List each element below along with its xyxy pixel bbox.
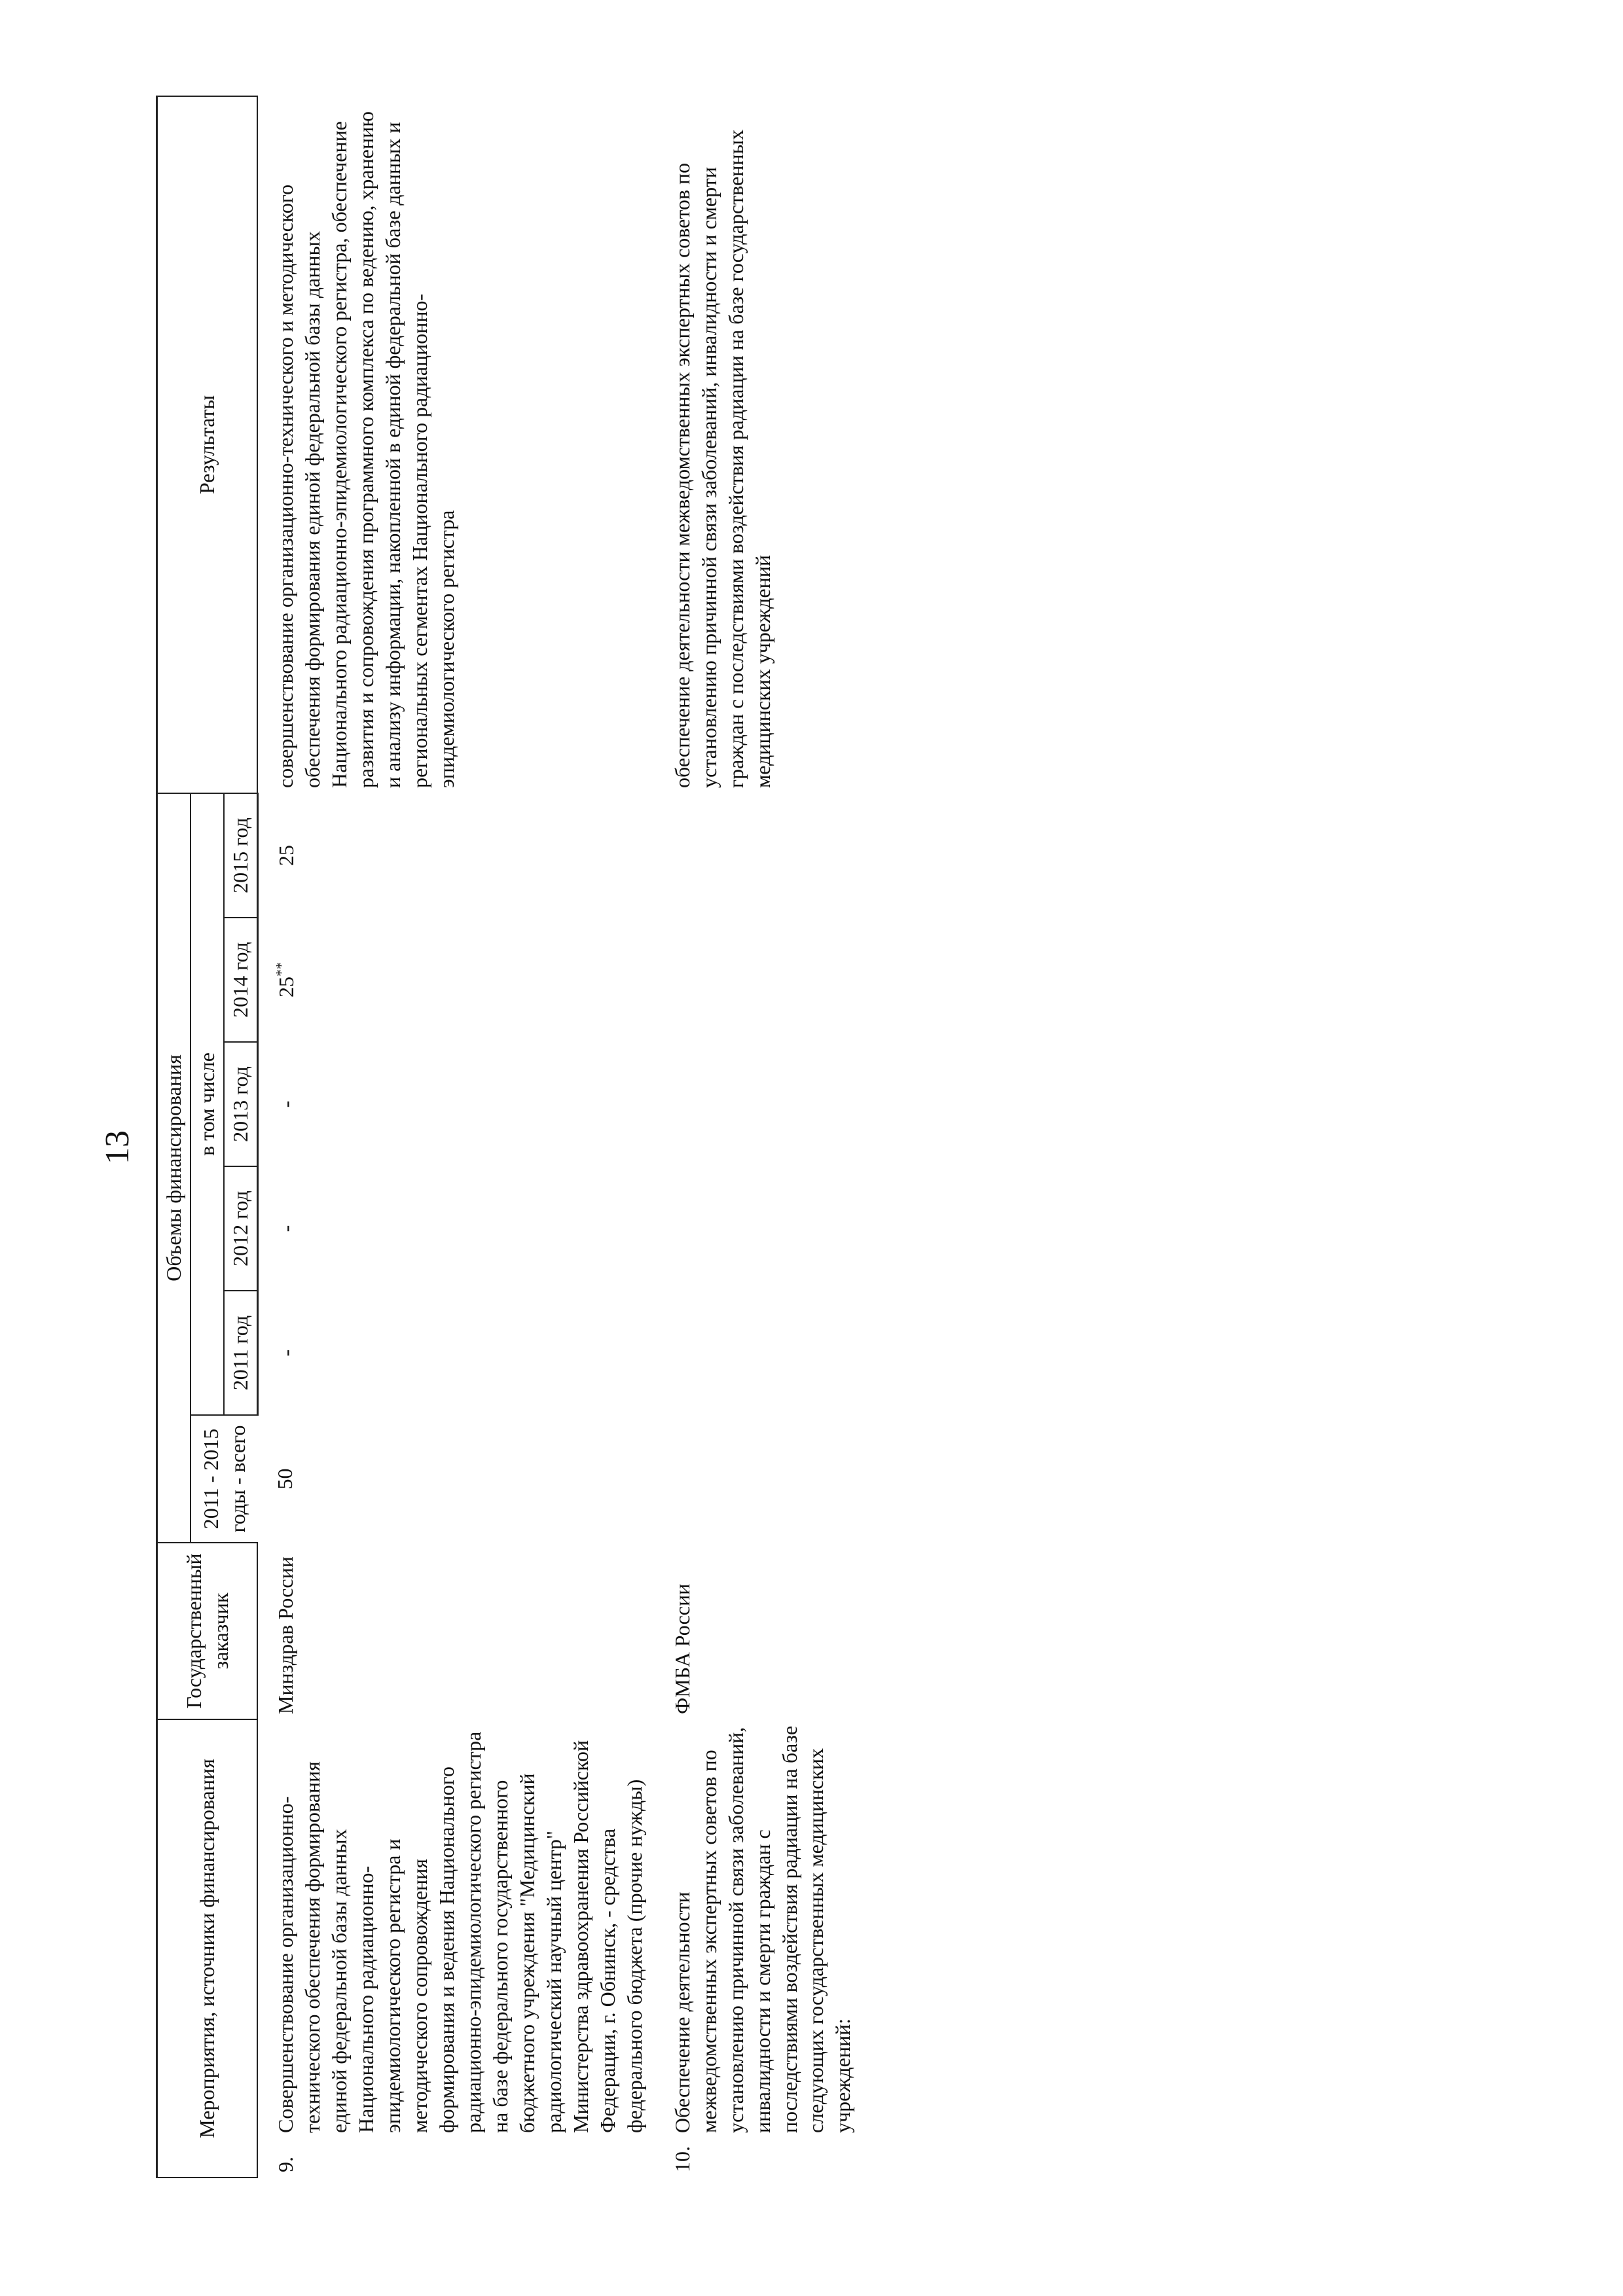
header-total-label: годы - всего — [225, 1425, 249, 1533]
header-total-period: 2011 - 2015 — [198, 1428, 223, 1530]
row-result: обеспечение деятельности межведомственных экспертных советов по установлению причинной связи заболеваний, инвалидности и смерти граждан с последствиями воздействия радиации на базе государственных медицинских учреждений — [670, 130, 775, 788]
financing-table — [156, 96, 863, 2178]
header-year-2011: 2011 год — [224, 1291, 257, 1415]
row-year-2011: - — [274, 1349, 298, 1357]
row-year-2015 — [655, 793, 864, 918]
header-results: Результаты — [157, 96, 258, 793]
header-including: в том числе — [191, 793, 224, 1415]
row-year-2013 — [655, 1042, 864, 1166]
row-customer: ФМБА России — [670, 1583, 694, 1714]
row-measure: Обеспечение деятельности межведомственных экспертных советов по установлению причинной связи заболеваний, инвалидности и смерти граждан с последствиями воздействия радиации на базе следующих государственных медицинских учреждений: — [670, 1725, 855, 2133]
row-year-2014 — [655, 918, 864, 1042]
row-result: совершенствование организационно-технического и методического обеспечения формирования единой федеральной базы данных Национального радиационно-эпидемиологического регистра, обеспечение развития и сопровождения программного комплекса по ведению, хранению и анализу информации, накопленной в единой федеральной базе данных и региональных сегментах Национального радиационно-эпидемиологического регистра — [274, 111, 459, 788]
row-measure: Совершенствование организационно-технического обеспечения формирования единой федеральной базы данных Национального радиационно-эпидемиологического регистра и методического сопровождения формирования и ведения Национального радиационно-эпидемиологического регистра на базе федерального государственного бюджетного учреждения "Медицинский радиологический научный центр" Министерства здравоохранения Российской Федерации, г. Обнинск, - средства федерального бюджета (прочие нужды) — [274, 1731, 646, 2133]
header-year-2015: 2015 год — [224, 793, 257, 918]
header-measures: Мероприятия, источники финансирования — [157, 1719, 258, 2178]
row-year-2012: - — [274, 1225, 298, 1232]
table-row — [655, 96, 864, 2178]
row-customer: Минздрав России — [274, 1556, 298, 1714]
row-total — [655, 1415, 864, 1543]
row-year-2011 — [655, 1291, 864, 1415]
row-number: 10. — [670, 2146, 694, 2172]
row-year-2014-value: 25 — [274, 976, 298, 997]
footnote-mark: ** — [272, 961, 289, 977]
header-financing: Объемы финансирования — [157, 793, 191, 1543]
row-number: 9. — [274, 2157, 298, 2172]
table-row — [257, 96, 654, 2178]
header-total — [191, 1415, 257, 1543]
page-number: 13 — [99, 1130, 136, 1164]
row-year-2012 — [655, 1166, 864, 1291]
header-year-2014: 2014 год — [224, 918, 257, 1042]
header-year-2013: 2013 год — [224, 1042, 257, 1166]
row-year-2014 — [257, 918, 654, 1042]
header-customer: Государственный заказчик — [157, 1543, 258, 1719]
row-total: 50 — [273, 1468, 297, 1490]
row-year-2013: - — [274, 1100, 298, 1108]
row-year-2015: 25 — [274, 844, 298, 866]
header-year-2012: 2012 год — [224, 1166, 257, 1291]
